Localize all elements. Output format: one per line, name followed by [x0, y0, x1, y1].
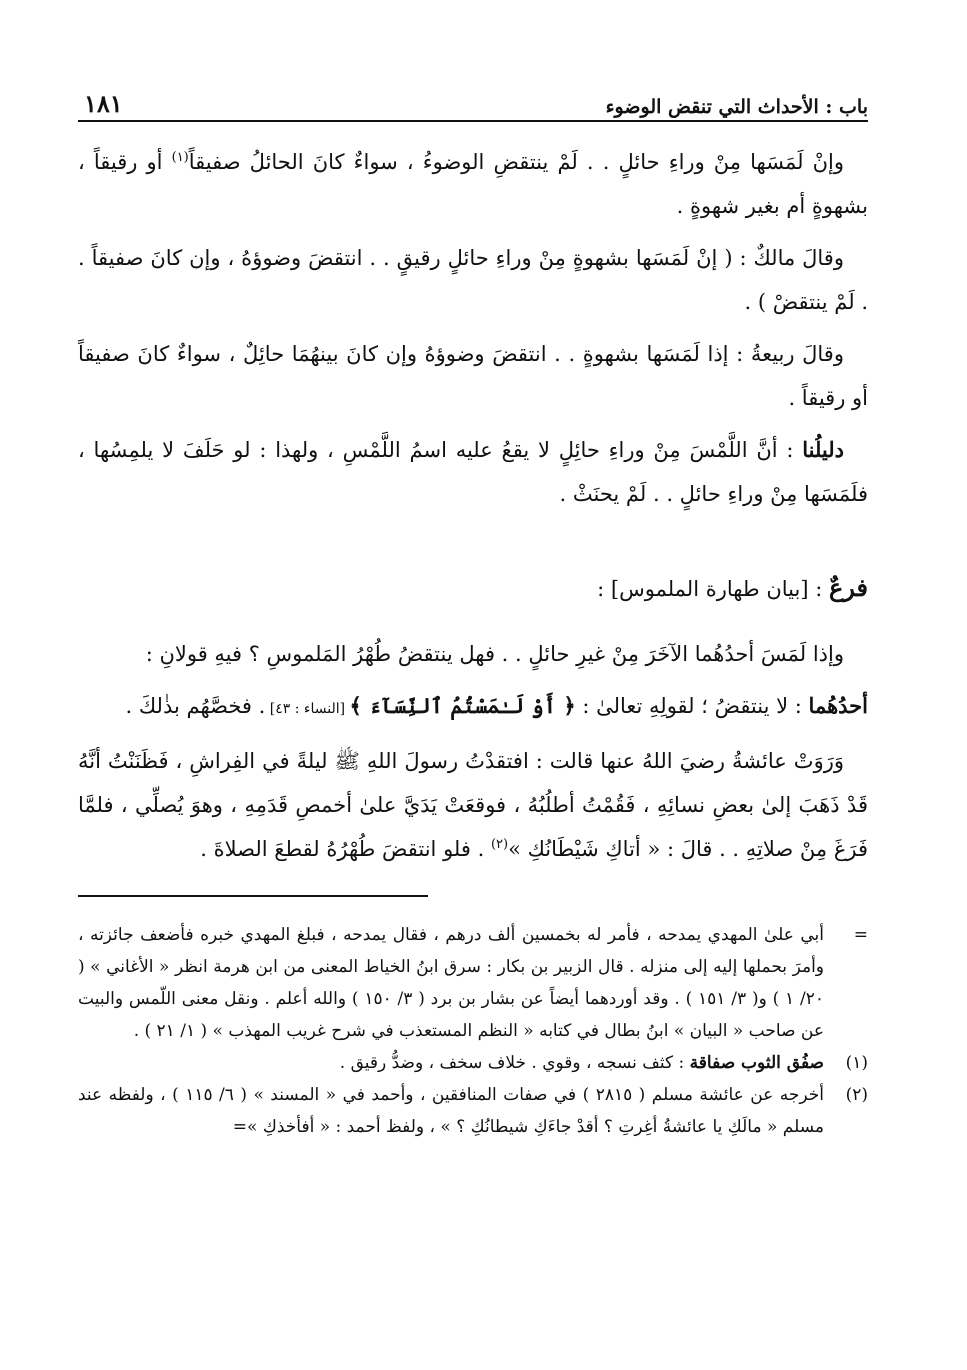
footnote-2 — [78, 1079, 868, 1143]
branch-label: فرعٌ — [828, 573, 868, 602]
paragraph-5-text: وإذا لَمَسَ أحدُهُما الآخَرَ مِنْ غيرِ حائلٍ . . فهل ينتقضُ طُهْرُ المَلموسِ ؟ فيهِ قولانِ : — [145, 642, 844, 666]
paragraph-6-end: . فخصَّهُم بذٰلكَ . — [125, 694, 266, 718]
paragraph-5 — [78, 632, 868, 676]
main-text — [78, 140, 868, 871]
footnote-1-text: : كثف نسجه ، وقوي . خلاف سخف ، وضدُّ رقيق . — [339, 1053, 690, 1073]
paragraph-2 — [78, 236, 868, 324]
book-page — [78, 82, 868, 1332]
footnote-ref-2: (٢) — [490, 837, 509, 852]
paragraph-2-text: وقالَ مالكٌ : ( إنْ لَمَسَها بشهوةٍ مِنْ وراءِ حائلٍ رقيقٍ . . انتقضَ وضوؤهُ ، وإن كانَ صفيقاً . . لَمْ ينتقضْ ) . — [78, 246, 868, 314]
footnote-1-label: صفُق الثوب صفاقة — [689, 1053, 824, 1073]
paragraph-1 — [78, 140, 868, 228]
paragraph-7 — [78, 739, 868, 871]
paragraph-4-text: : أنَّ اللَّمْسَ مِنْ وراءِ حائِلٍ لا يقعُ عليه اسمُ اللَّمْسِ ، ولهذا : لو حَلَفَ لا يلمِسُها ، فلَمَسَها مِنْ وراءِ حائلٍ . . لَمْ يحنَثْ . — [78, 438, 868, 506]
continuation-marker: = — [853, 925, 868, 945]
footnote-2-marker: (٢) — [845, 1085, 868, 1105]
chapter-title: باب : الأحداث التي تنقض الوضوء — [605, 96, 868, 118]
footnote-1-marker: (١) — [845, 1053, 868, 1073]
paragraph-3-text: وقالَ ربيعةُ : إذا لَمَسَها بشهوةٍ . . انتقضَ وضوؤهُ وإن كانَ بينهُمَا حائِلٌ ، سواءٌ كانَ صفيقاً أو رقيقاً . — [78, 342, 868, 410]
continuation-text: أبي علىٰ المهدي يمدحه ، فأمر له بخمسين ألف درهم ، فقال يمدحه ، فبلغ المهدي خبره فأضعف جائزته ، وأمرَ بحملها إليه إلى منزله . قال الزبير بن بكار : سرق ابنُ الخياط المعنى من ابن هرمة انظر « الأغاني » ( ٢٠/ ١ ) و( ٣/ ١٥١ ) . وقد أوردهما أيضاً عن بشار بن برد ( ٣/ ١٥٠ ) والله أعلم . ونقل معنى اللّمس والبيت عن صاحب « البيان » ابنُ بطال في كتابه « النظم المستعذب في شرح غريب المهذب » ( ١/ ٢١ ) . — [78, 925, 824, 1041]
page-number: ١٨١ — [84, 89, 123, 118]
footnote-continuation — [78, 919, 868, 1047]
footnote-ref-1: (١) — [171, 150, 189, 165]
footnote-1 — [78, 1047, 868, 1079]
section-heading — [78, 566, 868, 611]
first-opinion-label: أحدُهُما — [808, 693, 868, 718]
verse-reference: [النساء : ٤٣] — [265, 701, 350, 717]
branch-title: : [بيان طهارة الملموس] : — [597, 577, 829, 601]
footnote-2-text: أخرجه عن عائشة مسلم ( ٢٨١٥ ) في صفات المنافقين ، وأحمد في « المسند » ( ٦/ ١١٥ ) ، ولفظه عند مسلم « مالَكِ يا عائشةُ أغِرتِ ؟ أقدْ جاءَكِ شيطانُكِ ؟ » ، ولفظ أحمد : « أفأخذكِ »= — [78, 1085, 824, 1137]
paragraph-7-text-a: وَرَوَتْ عائشةُ رضيَ اللهُ عنها قالت : افتقدْتُ رسولَ اللهِ ﷺ ليلةً في الفِراشِ ، فَظَنَنْتُ أنَّهُ قَدْ ذَهَبَ إلىٰ بعضِ نسائِهِ ، فَقُمْتُ أطلُبُهُ ، فوقعَتْ يَدَيَّ علىٰ أخمصِ قَدَمِهِ ، وهوَ يُصلِّي ، فلمَّا فَرَغَ مِنْ صلاتِهِ . . قالَ : « أتاكِ شَيْطَانُكِ » — [78, 749, 868, 861]
footnote-divider — [78, 895, 428, 897]
paragraph-3 — [78, 332, 868, 420]
paragraph-4 — [78, 428, 868, 516]
paragraph-7-text-b: . فلو انتقضَ طُهْرُهُ لقطعَ الصلاةَ . — [200, 837, 491, 861]
paragraph-1-text-a: وإنْ لَمَسَها مِنْ وراءِ حائلٍ . . لَمْ ينتقضِ الوضوءُ ، سواءٌ كانَ الحائلُ صفيقاً — [188, 150, 844, 174]
paragraph-1-text-b: أو رقيقاً ، بشهوةٍ أم بغير شهوةٍ . — [78, 150, 868, 218]
evidence-label: دليلُنا — [802, 437, 844, 462]
paragraph-6-text: : لا ينتقضُ ؛ لقولِهِ تعالىٰ : — [575, 694, 809, 718]
quran-verse: ﴿ أَوْ لَـٰمَسْتُمُ ٱلنِّسَآءَ ﴾ — [349, 693, 576, 718]
paragraph-6 — [78, 684, 868, 731]
page-header — [78, 82, 868, 122]
footnotes — [78, 919, 868, 1143]
footnote-1-body — [78, 1047, 824, 1079]
